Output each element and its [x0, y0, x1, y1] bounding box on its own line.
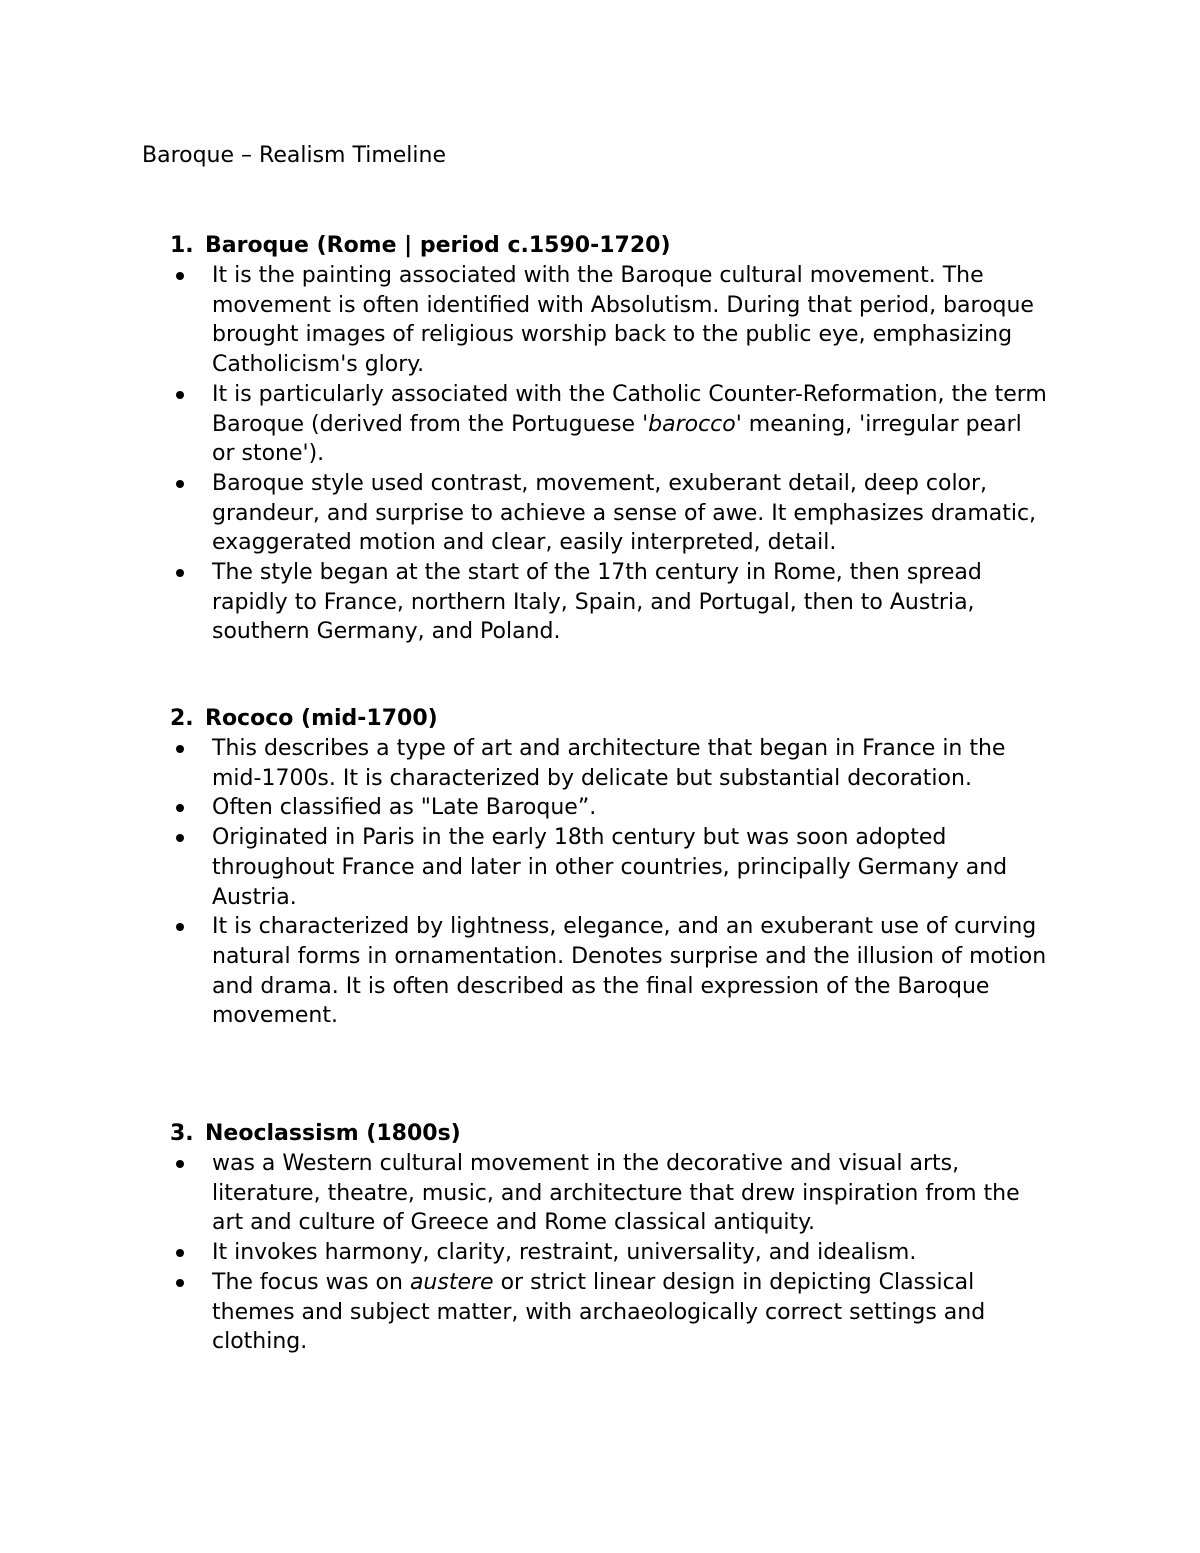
list-item — [0, 912, 1047, 1031]
list-item — [0, 469, 1047, 558]
list-item — [0, 1268, 1047, 1357]
bullet-icon — [176, 569, 184, 577]
bullet-icon — [176, 1249, 184, 1257]
italic-term: austere — [409, 1269, 494, 1295]
list-item-text — [212, 1270, 985, 1354]
bullet-icon — [176, 745, 184, 753]
list-item — [0, 1149, 1047, 1238]
section-baroque — [0, 231, 1200, 647]
text-run: This describes a type of art and architecture that began in France in the mid-1700s. It is characterized by delicate but substantial decoration. — [212, 736, 1006, 791]
list-item-text — [212, 795, 596, 820]
text-run: It is characterized by lightness, elegance, and an exuberant use of curving natural forms in ornamentation. Denotes surprise and the illusion of motion and drama. It is often described as the final expression of the Baroque movement. — [212, 914, 1047, 1029]
document-title: Baroque – Realism Timeline — [142, 143, 446, 168]
bullet-icon — [176, 1279, 184, 1287]
list-item-text — [212, 471, 1036, 555]
text-run: was a Western cultural movement in the decorative and visual arts, literature, theatre, music, and architecture that drew inspiration from the art and culture of Greece and Rome classical antiquity. — [212, 1151, 1020, 1236]
bullet-icon — [176, 834, 184, 842]
list-item — [0, 734, 1047, 793]
section-title: Baroque (Rome | period c.1590-1720) — [205, 233, 671, 258]
bullet-icon — [176, 1160, 184, 1168]
list-item — [0, 261, 1047, 380]
section-heading — [0, 1119, 1200, 1149]
list-item-text — [212, 825, 1007, 909]
text-run: The style began at the start of the 17th century in Rome, then spread rapidly to France, northern Italy, Spain, and Portugal, then to Austria, southern Germany, and Poland. — [212, 560, 982, 645]
list-item-text — [212, 560, 982, 644]
text-run: Often classified as "Late Baroque”. — [212, 795, 597, 821]
section-title: Rococo (mid-1700) — [205, 706, 438, 731]
italic-term: barocco — [648, 411, 736, 437]
section-number: 3. — [170, 1121, 194, 1146]
section-number: 1. — [170, 233, 194, 258]
list-item-text — [212, 914, 1046, 1028]
list-item-text — [212, 1240, 916, 1265]
list-item-text — [212, 263, 1034, 377]
text-run: or strict linear design in depicting Classical themes and subject matter, with archaeologically correct settings and clothing. — [212, 1269, 986, 1355]
bullet-icon — [176, 272, 184, 280]
text-run: It is particularly associated with the Catholic Counter-Reformation, the term Baroque (derived from the Portuguese ' — [212, 381, 1047, 437]
section-rococo — [0, 704, 1200, 1031]
list-item — [0, 793, 1047, 823]
bullet-icon — [176, 804, 184, 812]
section-heading — [0, 231, 1200, 261]
section-title: Neoclassism (1800s) — [205, 1121, 461, 1146]
bullet-list — [0, 734, 1200, 1031]
bullet-icon — [176, 480, 184, 488]
list-item — [0, 1238, 1047, 1268]
bullet-list — [0, 1149, 1200, 1357]
list-item — [0, 558, 1047, 647]
list-item — [0, 823, 1047, 912]
text-run: It invokes harmony, clarity, restraint, universality, and idealism. — [212, 1240, 917, 1266]
text-run: Originated in Paris in the early 18th century but was soon adopted throughout France and later in other countries, principally Germany and Austria. — [212, 825, 1008, 910]
list-item-text — [212, 382, 1047, 466]
text-run: Baroque style used contrast, movement, exuberant detail, deep color, grandeur, and surprise to achieve a sense of awe. It emphasizes dramatic, exaggerated motion and clear, easily interpreted, detail. — [212, 470, 1037, 556]
text-run: ' meaning, 'irregular pearl or stone'). — [212, 411, 1022, 467]
bullet-icon — [176, 391, 184, 399]
list-item — [0, 380, 1047, 469]
section-heading — [0, 704, 1200, 734]
text-run: It is the painting associated with the Baroque cultural movement. The movement is often identified with Absolutism. During that period, baroque brought images of religious worship back to the public eye, emphasizing Catholicism's glory. — [212, 263, 1034, 378]
section-number: 2. — [170, 706, 194, 731]
text-run: The focus was on — [212, 1269, 410, 1295]
list-item-text — [212, 736, 1005, 791]
list-item-text — [212, 1151, 1020, 1235]
bullet-icon — [176, 923, 184, 931]
section-neoclassism — [0, 1119, 1200, 1357]
bullet-list — [0, 261, 1200, 647]
